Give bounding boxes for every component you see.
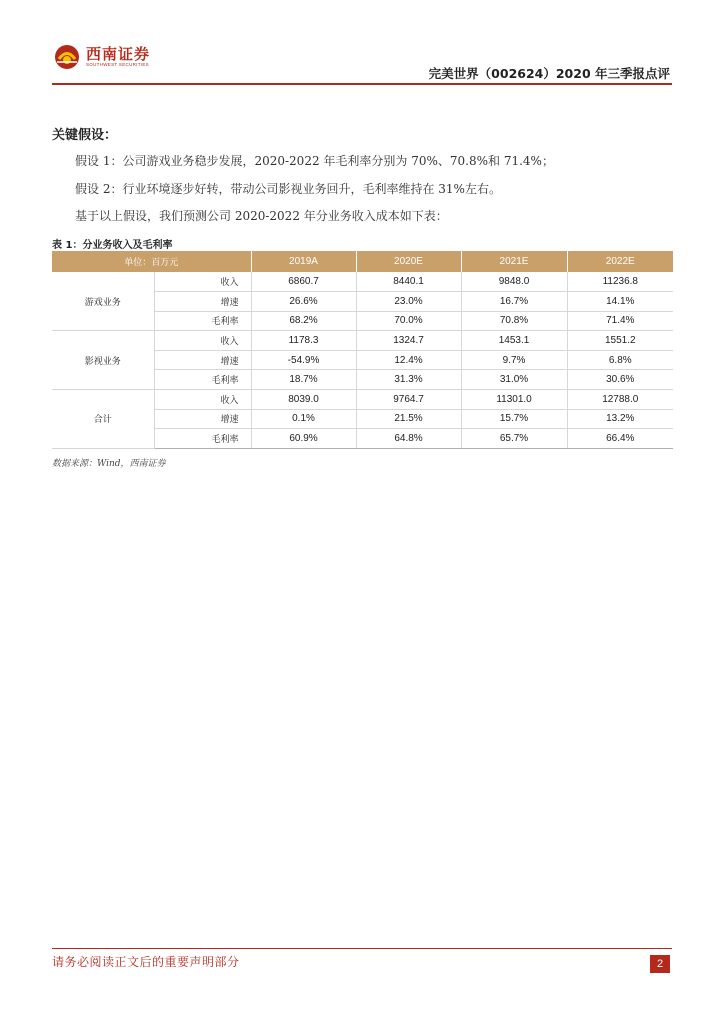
table-cell: 68.2%: [251, 311, 356, 331]
table-cell: 60.9%: [251, 429, 356, 449]
table-cell: 6.8%: [567, 350, 673, 370]
table-cell: 21.5%: [356, 409, 461, 429]
data-source-note: 数据来源：Wind，西南证券: [52, 459, 166, 469]
company-logo: [54, 44, 150, 70]
table-row: [52, 272, 673, 292]
table-cell: 15.7%: [461, 409, 567, 429]
table-title: 表 1：分业务收入及毛利率: [52, 240, 173, 251]
segment-revenue-table: [52, 251, 673, 449]
table-cell: 6860.7: [251, 272, 356, 292]
table-cell: -54.9%: [251, 350, 356, 370]
table-cell: 12.4%: [356, 350, 461, 370]
metric-label: 收入: [154, 390, 251, 410]
report-title: 完美世界（002624）2020 年三季报点评: [428, 66, 670, 81]
table-cell: 11236.8: [567, 272, 673, 292]
table-row: [52, 331, 673, 351]
metric-label: 毛利率: [154, 370, 251, 390]
table-cell: 64.8%: [356, 429, 461, 449]
table-cell: 13.2%: [567, 409, 673, 429]
metric-label: 增速: [154, 350, 251, 370]
section-heading: 关键假设：: [52, 128, 118, 143]
logo-chinese-name: 西南证券: [86, 45, 151, 63]
table-cell: 70.8%: [461, 311, 567, 331]
table-cell: 11301.0: [461, 390, 567, 410]
table-header-unit: 单位：百万元: [52, 251, 251, 272]
segment-label: 合计: [52, 390, 154, 449]
metric-label: 毛利率: [154, 429, 251, 449]
table-cell: 8039.0: [251, 390, 356, 410]
table-header-year: 2022E: [567, 251, 673, 272]
logo-emblem-icon: [54, 44, 80, 70]
table-cell: 9.7%: [461, 350, 567, 370]
table-cell: 65.7%: [461, 429, 567, 449]
segment-label: 影视业务: [52, 331, 154, 390]
table-cell: 23.0%: [356, 292, 461, 312]
table-header-year: 2021E: [461, 251, 567, 272]
table-cell: 26.6%: [251, 292, 356, 312]
table-cell: 1453.1: [461, 331, 567, 351]
table-header-row: [52, 251, 673, 272]
table-cell: 16.7%: [461, 292, 567, 312]
table-row: [52, 390, 673, 410]
forecast-intro-paragraph: 基于以上假设，我们预测公司 2020-2022 年分业务收入成本如下表：: [75, 209, 448, 223]
table-cell: 14.1%: [567, 292, 673, 312]
table-cell: 30.6%: [567, 370, 673, 390]
table-cell: 1551.2: [567, 331, 673, 351]
page-number: 2: [650, 955, 670, 973]
table-cell: 31.0%: [461, 370, 567, 390]
table-cell: 31.3%: [356, 370, 461, 390]
metric-label: 增速: [154, 409, 251, 429]
logo-english-name: SOUTHWEST SECURITIES: [86, 62, 149, 67]
metric-label: 收入: [154, 331, 251, 351]
table-cell: 18.7%: [251, 370, 356, 390]
table-cell: 1324.7: [356, 331, 461, 351]
table-cell: 9764.7: [356, 390, 461, 410]
disclaimer-note: 请务必阅读正文后的重要声明部分: [52, 955, 240, 969]
header-divider: [52, 83, 672, 85]
table-header-year: 2019A: [251, 251, 356, 272]
assumption-paragraph-2: 假设 2：行业环境逐步好转，带动公司影视业务回升，毛利率维持在 31%左右。: [75, 182, 501, 196]
table-cell: 71.4%: [567, 311, 673, 331]
metric-label: 毛利率: [154, 311, 251, 331]
metric-label: 收入: [154, 272, 251, 292]
table-cell: 8440.1: [356, 272, 461, 292]
table-cell: 66.4%: [567, 429, 673, 449]
table-header-year: 2020E: [356, 251, 461, 272]
table-cell: 12788.0: [567, 390, 673, 410]
table-cell: 0.1%: [251, 409, 356, 429]
metric-label: 增速: [154, 292, 251, 312]
table-cell: 9848.0: [461, 272, 567, 292]
table-cell: 1178.3: [251, 331, 356, 351]
footer-divider: [52, 948, 672, 949]
segment-label: 游戏业务: [52, 272, 154, 331]
assumption-paragraph-1: 假设 1：公司游戏业务稳步发展，2020-2022 年毛利率分别为 70%、70.8%和 71.4%；: [75, 154, 554, 168]
table-cell: 70.0%: [356, 311, 461, 331]
